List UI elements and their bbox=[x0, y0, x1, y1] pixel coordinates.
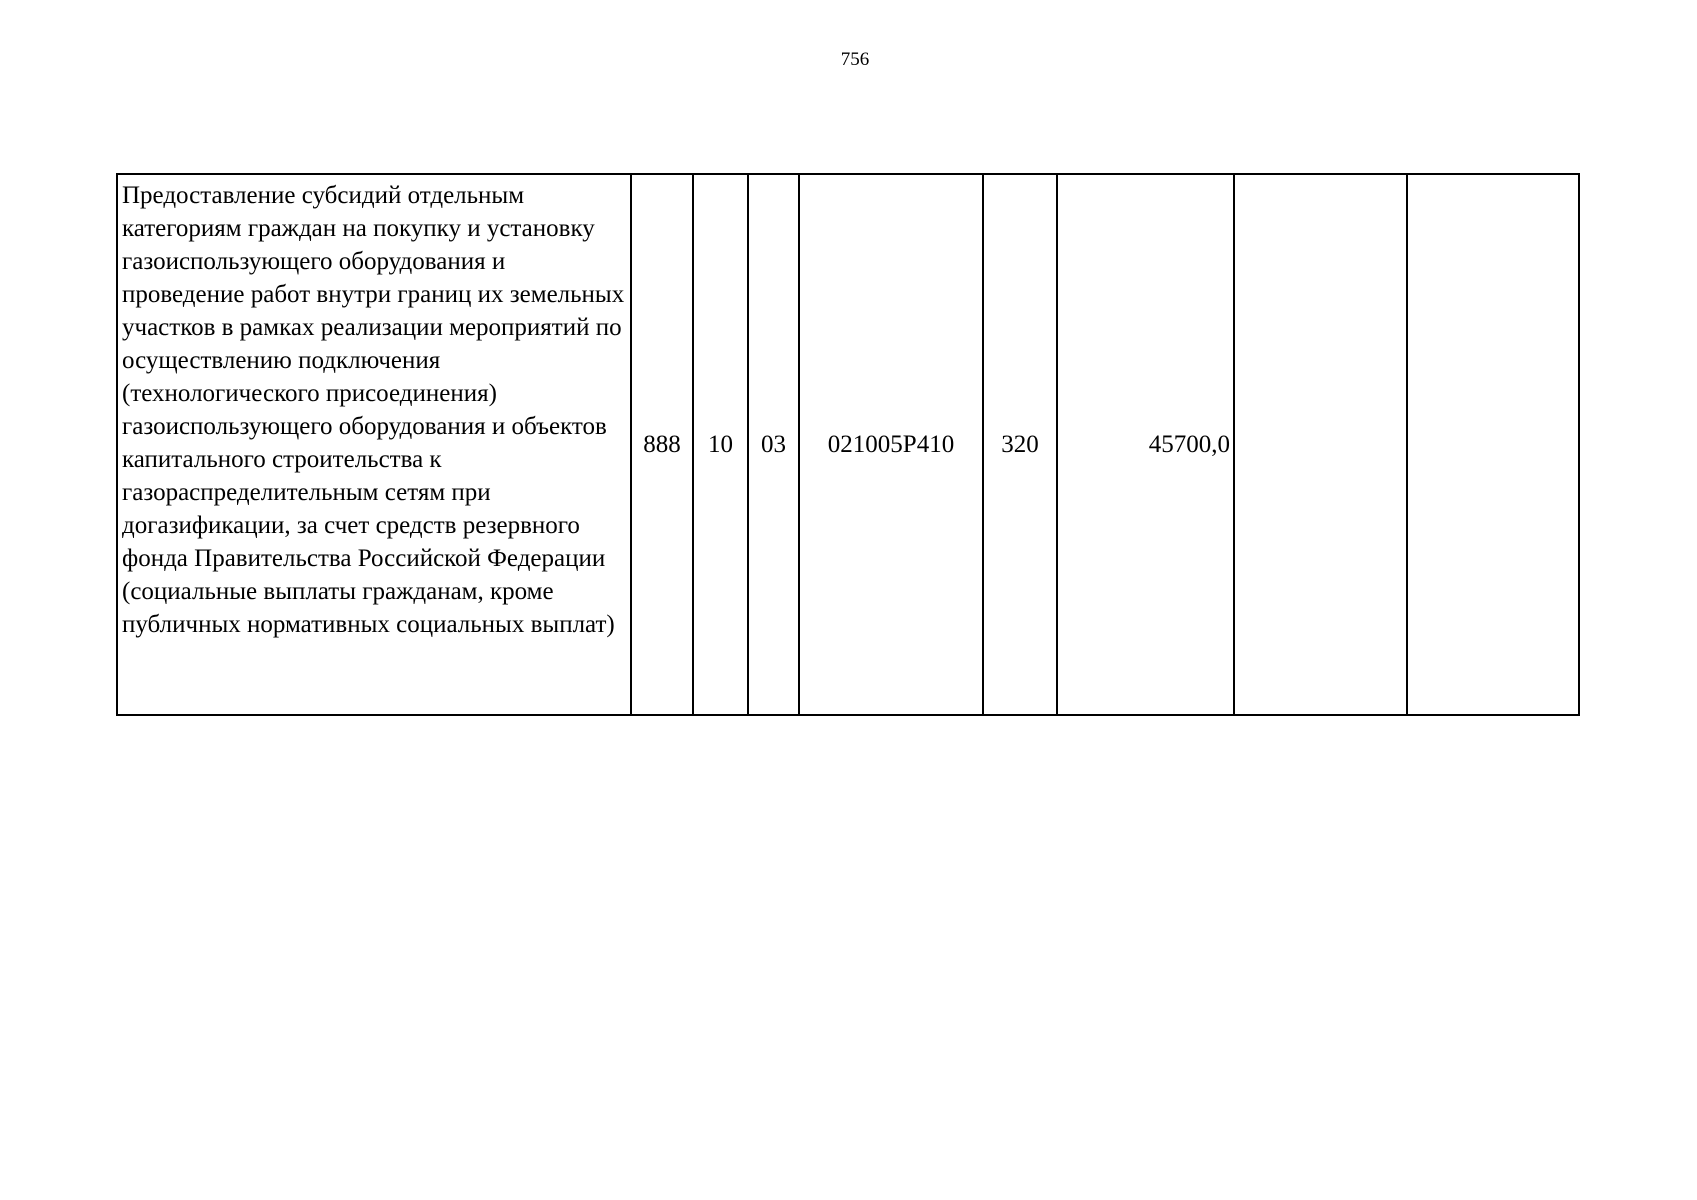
budget-table bbox=[116, 173, 1580, 716]
target-article-cell: 021005Р410 bbox=[799, 174, 983, 715]
description-cell: Предоставление субсидий отдельным категориям граждан на покупку и установку газоиспользующего оборудования и проведение работ внутри границ их земельных участков в рамках реализации мероприятий по осуществлению подключения (технологического присоединения) газоиспользующего оборудования и объектов капитального строительства к газораспределительным сетям при догазификации, за счет средств резервного фонда Правительства Российской Федерации (социальные выплаты гражданам, кроме публичных нормативных социальных выплат) bbox=[117, 174, 631, 715]
page-number: 756 bbox=[840, 49, 870, 70]
empty-cell-8 bbox=[1234, 174, 1407, 715]
empty-cell-9 bbox=[1407, 174, 1579, 715]
subsection-cell: 03 bbox=[748, 174, 799, 715]
section-cell: 10 bbox=[693, 174, 748, 715]
table-row bbox=[117, 174, 1579, 715]
expense-type-cell: 320 bbox=[983, 174, 1057, 715]
amount-cell: 45700,0 bbox=[1057, 174, 1234, 715]
ministry-code-cell: 888 bbox=[631, 174, 693, 715]
